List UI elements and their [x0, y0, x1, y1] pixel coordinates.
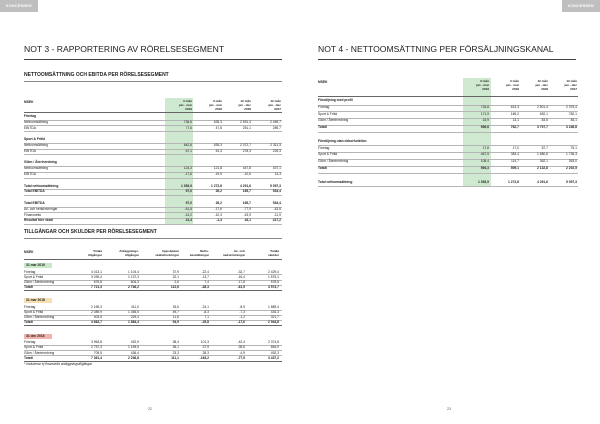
cell-value: 613,3 — [510, 104, 519, 109]
cell-value: 534,4 — [272, 189, 281, 194]
cell-value: 2 944,8 — [268, 320, 279, 325]
cell-value: 2 501,4 — [537, 104, 548, 109]
column-header: 12 mån jan - dec 2017 — [268, 99, 281, 111]
cell-value: 111,1 — [171, 355, 179, 360]
row-label: Sport & Fritid — [24, 345, 44, 350]
cell-value: -17,8 — [237, 279, 245, 284]
cell-value: -10,3 — [214, 212, 222, 217]
row-rule — [318, 186, 578, 187]
column-header: 3 mån jan - mar 2019 — [179, 99, 192, 111]
cell-value: -77,9 — [237, 355, 245, 360]
note4-title: NOT 4 - NETTOOMSÄTTNING PER FÖRSÄLJNINGSKANAL — [318, 44, 554, 54]
cell-value: 2 236,8 — [128, 355, 139, 360]
row-label: Totalt — [318, 166, 327, 170]
cell-value: 7 721,3 — [91, 285, 102, 290]
cell-value: 1 159,5 — [128, 345, 139, 350]
cell-value: 604,3 — [130, 279, 139, 284]
cell-value: 3 246,8 — [566, 125, 577, 130]
cell-value: -17,6 — [184, 172, 192, 176]
cell-value: 251,1 — [242, 125, 251, 130]
header-rule — [318, 96, 578, 97]
cell-value: -19,9 — [214, 172, 222, 176]
cell-value: 4 291,6 — [537, 179, 548, 184]
cell-value: 635,3 — [213, 119, 222, 124]
cell-value: 75,1 — [570, 145, 577, 150]
cell-value: 289,7 — [272, 125, 281, 130]
cell-value: 26,2 — [215, 189, 222, 194]
row-label: EBITDA — [24, 148, 36, 153]
cell-value: 1 053,9 — [181, 183, 192, 188]
cell-value: 229,4 — [130, 315, 139, 320]
row-label: Sport & Fritid — [24, 274, 44, 279]
column-header: 3 mån jan - mar 2019 — [476, 79, 489, 91]
cell-value: -8,3 — [203, 310, 209, 314]
section1-rule — [24, 81, 282, 82]
cell-value: 278,3 — [242, 148, 251, 153]
row-label: Företag — [24, 269, 36, 274]
cell-value: -37,9 — [201, 345, 209, 350]
cell-value: 1 889,4 — [268, 304, 279, 309]
cell-value: 735,6 — [183, 119, 192, 124]
cell-value: 26,2 — [215, 201, 222, 205]
row-label: Glöm / Återinredning — [24, 315, 55, 320]
cell-value: 578,5 — [270, 279, 279, 284]
cell-value: 36,1 — [172, 345, 179, 350]
msek-label: MSEK — [24, 250, 34, 254]
cell-value: 2 169,3 — [91, 304, 102, 309]
cell-value: 32,1 — [172, 274, 179, 279]
cell-value: 2 202,5 — [566, 166, 577, 170]
cell-value: 44,1 — [244, 218, 251, 223]
row-rule — [24, 325, 282, 326]
cell-value: 23,3 — [172, 350, 179, 355]
period-band: 31 mar 2019 — [24, 263, 52, 268]
row-rule — [24, 178, 282, 179]
cell-value: 112,6 — [170, 285, 179, 290]
cell-value: -17,6 — [237, 320, 245, 325]
cell-value: -43,9 — [243, 212, 251, 217]
cell-value: 108,4 — [480, 159, 489, 164]
cell-value: 436,4 — [130, 350, 139, 355]
cell-value: 15,9 — [482, 118, 489, 123]
cell-value: 101,3 — [200, 340, 209, 345]
note3-title: NOT 3 - RAPPORTERING AV RÖRELSESEGMENT — [24, 44, 225, 54]
cell-value: 11,6 — [172, 315, 179, 320]
cell-value: 534,4 — [272, 201, 281, 205]
cell-value: -4,9 — [239, 350, 245, 355]
cell-value: -14,2 — [184, 212, 192, 217]
cell-value: 492,9 — [130, 340, 139, 345]
cell-value: -35,6 — [237, 345, 245, 350]
cell-value: 321,7 — [270, 315, 279, 320]
page-number-left: 22 — [148, 407, 152, 411]
cell-value: 97,0 — [185, 201, 192, 205]
cell-value: 97,0 — [185, 189, 192, 194]
cell-value: 709,5 — [93, 350, 102, 355]
cell-value: -11,9 — [273, 212, 281, 217]
section-tag-left: KONCERNEN — [0, 0, 38, 12]
column-header: Totala tillgångar — [88, 249, 102, 257]
header-rule — [24, 259, 282, 260]
cell-value: 447,8 — [242, 166, 251, 171]
cell-value: 7,1 — [204, 315, 209, 320]
cell-value: 165,7 — [242, 189, 251, 194]
row-rule — [318, 132, 578, 133]
row-label: Finansnetto — [24, 212, 42, 217]
row-label: Företag — [318, 145, 330, 150]
cell-value: -28,3 — [201, 350, 209, 355]
cell-value: 2 132,8 — [537, 166, 548, 170]
cell-value: 594,3 — [480, 166, 489, 170]
cell-value: 1 680,6 — [537, 152, 548, 157]
cell-value: 7 361,4 — [91, 355, 102, 360]
cell-value: 4 574,7 — [268, 285, 279, 290]
cell-value: 403,5 — [93, 315, 102, 320]
cell-value: 21,3 — [185, 218, 192, 223]
column-header: Av- och nedskrivningar — [222, 249, 245, 257]
row-label: Av- och nedskrivningar — [24, 206, 58, 211]
period-band: 31 mar 2018 — [24, 298, 52, 303]
cell-value: 7,4 — [204, 279, 209, 284]
msek-label: MSEK — [24, 100, 34, 104]
msek-label: MSEK — [318, 80, 328, 84]
cell-value: -32,7 — [237, 269, 245, 274]
cell-value: 362,1 — [539, 159, 548, 164]
cell-value: 1 104,4 — [128, 269, 139, 274]
cell-value: -28,3 — [201, 285, 209, 290]
row-label: Företag — [24, 304, 36, 309]
row-label: Nettoomsättning — [24, 119, 49, 124]
cell-value: 1 355,5 — [128, 310, 139, 314]
cell-value: 642,8 — [183, 143, 192, 147]
row-label: Totalt — [24, 285, 33, 290]
row-label: Glöm / Återinredning — [318, 118, 349, 123]
cell-value: 363,0 — [568, 159, 577, 164]
cell-value: -42,4 — [237, 340, 245, 345]
column-header: Anläggnings- tillgångar — [119, 249, 139, 257]
row-label: Glöm / Återinredning — [24, 160, 57, 165]
cell-value: 782,1 — [568, 111, 577, 116]
period-band: 31 dec 2018 — [24, 334, 52, 339]
cell-value: 33,6 — [172, 304, 179, 309]
cell-value: -1,2 — [239, 315, 245, 320]
row-label: Glöm / Återinredning — [24, 279, 55, 284]
cell-value: 2 757,3 — [91, 345, 102, 350]
cell-value: 4 662,7 — [91, 320, 102, 325]
section-tag-right: KONCERNEN — [562, 0, 600, 12]
cell-value: 37,9 — [172, 269, 179, 274]
section2-rule — [24, 238, 282, 239]
row-label: Total nettoomsättning — [24, 183, 59, 188]
cell-value: -77,9 — [243, 206, 251, 211]
row-label: Företag — [24, 340, 36, 345]
row-label: EBITDA — [24, 172, 36, 176]
cell-value: 124,3 — [183, 166, 192, 171]
cell-value: 2 746,2 — [128, 285, 139, 290]
row-rule — [24, 131, 282, 132]
cell-value: 417,2 — [272, 218, 281, 223]
cell-value: 171,9 — [480, 111, 489, 116]
cell-value: 906,6 — [480, 125, 489, 130]
column-header: 12 mån jan - dec 2018 — [238, 99, 251, 111]
cell-value: 225,3 — [272, 148, 281, 153]
cell-value: 854,9 — [270, 345, 279, 350]
footnote: * Inkluderar ej finansiella anläggningstillgångar — [24, 362, 92, 366]
cell-value: 676,8 — [93, 279, 102, 284]
cell-value: 87,7 — [541, 145, 548, 150]
cell-value: 67,1 — [185, 148, 192, 153]
cell-value: 3 039,4 — [91, 274, 102, 279]
cell-value: -13,7 — [201, 274, 209, 279]
row-label: Företag — [318, 104, 330, 109]
row-rule — [24, 154, 282, 155]
cell-value: 383,4 — [510, 152, 519, 157]
column-header: Netto- beställningar — [189, 249, 209, 257]
cell-value: 94,9 — [172, 320, 179, 325]
cell-value: 467,9 — [480, 152, 489, 157]
cell-value: 38,4 — [172, 340, 179, 345]
row-label: Sport & Fritid — [24, 137, 46, 142]
cell-value: 1 575,1 — [268, 274, 279, 279]
cell-value: 437,1 — [272, 166, 281, 171]
cell-value: 1 137,3 — [128, 274, 139, 279]
row-rule — [24, 224, 282, 225]
row-label: Sport & Fritid — [318, 152, 338, 157]
cell-value: -7,3 — [239, 310, 245, 314]
cell-value: -163,2 — [199, 355, 209, 360]
cell-value: -61,5 — [184, 206, 192, 211]
header-rule — [24, 112, 282, 113]
cell-value: -24,1 — [201, 304, 209, 309]
cell-value: 114,7 — [510, 159, 519, 164]
row-label: Nettoomsättning — [24, 143, 49, 147]
cell-value: 434,3 — [270, 310, 279, 314]
cell-value: 51,3 — [215, 148, 222, 153]
cell-value: 2 429,4 — [268, 269, 279, 274]
cell-value: 2,6 — [174, 279, 179, 284]
column-header: Uppskjuten skattefordringar — [155, 249, 179, 257]
cell-value: 762,7 — [510, 125, 519, 130]
column-header: 3 mån jan - mar 2018 — [506, 79, 519, 91]
cell-value: 1 884,4 — [128, 320, 139, 325]
row-label: Försäljning utan dekorfunktion — [318, 138, 367, 143]
row-label: Glöm / Återinredning — [24, 350, 55, 355]
cell-value: 49,7 — [172, 310, 179, 314]
row-label: Resultat före skatt — [24, 218, 53, 223]
cell-value: 13,1 — [512, 118, 519, 123]
cell-value: 2 311,3 — [270, 143, 281, 147]
cell-value: 121,8 — [213, 166, 222, 171]
cell-value: -10,6 — [243, 172, 251, 176]
cell-value: 3 707,7 — [537, 125, 548, 130]
column-header: 3 mån jan - mar 2018 — [209, 99, 222, 111]
row-label: Nettoomsättning — [24, 166, 49, 171]
cell-value: 2 372,7 — [240, 143, 251, 147]
cell-value: 718,8 — [480, 104, 489, 109]
cell-value: 165,2 — [510, 111, 519, 116]
title-rule-left — [24, 59, 282, 60]
row-label: Sport & Fritid — [318, 111, 338, 116]
row-label: Totalt — [24, 355, 33, 360]
row-label: Totalt — [24, 320, 33, 325]
cell-value: 509,1 — [510, 166, 519, 170]
row-label: Total nettoomsättning — [318, 179, 353, 184]
cell-value: -22,4 — [201, 269, 209, 274]
cell-value: 692,1 — [539, 111, 548, 116]
cell-value: 492,3 — [270, 350, 279, 355]
cell-value: 17,8 — [482, 145, 489, 150]
column-header: 12 mån jan - dec 2017 — [564, 79, 577, 91]
section2-title: TILLGÅNGAR OCH SKULDER PER RÖRELSESEGMENT — [24, 229, 157, 235]
cell-value: 535,3 — [213, 143, 222, 147]
cell-value: 2 469,7 — [270, 119, 281, 124]
cell-value: 1 053,9 — [478, 179, 489, 184]
cell-value: -17,6 — [214, 206, 222, 211]
row-rule — [318, 173, 578, 174]
column-header: 12 mån jan - dec 2018 — [535, 79, 548, 91]
cell-value: 4 013,1 — [91, 269, 102, 274]
row-label: Försäljning med profil — [318, 98, 353, 102]
row-label: Företag — [24, 114, 37, 118]
cell-value: 1 272,8 — [508, 179, 519, 184]
cell-value: 17,0 — [512, 145, 519, 150]
row-label: Total EBITDA — [24, 189, 45, 194]
cell-value: 2 374,8 — [268, 340, 279, 345]
column-header: Totala skulder — [267, 249, 279, 257]
cell-value: 4 291,6 — [240, 183, 251, 188]
row-rule — [24, 290, 282, 291]
row-label: EBITDA — [24, 125, 36, 130]
cell-value: -25,8 — [201, 320, 209, 325]
title-rule-right — [318, 59, 576, 60]
cell-value: 14,3 — [274, 172, 281, 176]
cell-value: 3 964,8 — [91, 340, 102, 345]
cell-value: 47,8 — [215, 125, 222, 130]
row-label: Glöm / Återinredning — [318, 159, 349, 164]
cell-value: 3 437,2 — [268, 355, 279, 360]
cell-value: 83,6 — [541, 118, 548, 123]
cell-value: 2 375,4 — [566, 104, 577, 109]
cell-value: 2 089,9 — [91, 310, 102, 314]
cell-value: 84,1 — [570, 118, 577, 123]
cell-value: 5 097,3 — [270, 183, 281, 188]
page-number-right: 23 — [447, 407, 451, 411]
cell-value: 1 736,3 — [566, 152, 577, 157]
row-rule — [24, 195, 282, 196]
cell-value: -16,4 — [237, 274, 245, 279]
row-label: Sport & Fritid — [24, 310, 44, 314]
cell-value: 1 272,8 — [211, 183, 222, 188]
cell-value: -61,5 — [237, 285, 245, 290]
cell-value: -8,9 — [239, 304, 245, 309]
cell-value: -1,4 — [216, 218, 222, 223]
row-label: Totalt — [318, 125, 327, 130]
cell-value: 165,7 — [242, 201, 251, 205]
cell-value: 5 097,3 — [566, 179, 577, 184]
cell-value: 2 591,3 — [240, 119, 251, 124]
cell-value: -43,5 — [273, 206, 281, 211]
row-label: Total EBITDA — [24, 201, 45, 205]
cell-value: 411,0 — [130, 304, 139, 309]
section1-title: NETTOOMSÄTTNING OCH EBITDA PER RÖRELSESEGMENT — [24, 72, 169, 78]
cell-value: 77,6 — [185, 125, 192, 130]
